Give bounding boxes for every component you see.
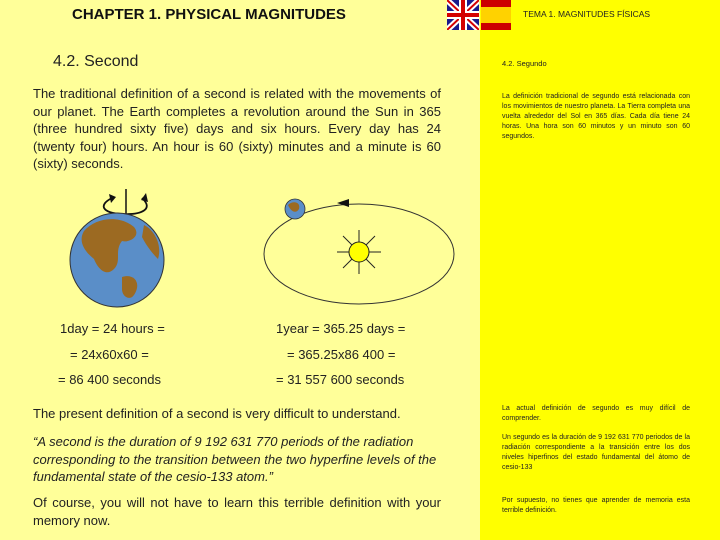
section-title: 4.2. Second (53, 53, 139, 70)
rotation-arrow (104, 198, 147, 214)
orbit-illustration (255, 190, 460, 320)
uk-flag-icon (447, 0, 479, 30)
spanish-paragraph-4: Por supuesto, no tienes que aprender de memoria esta terrible definición. (502, 497, 690, 514)
spanish-paragraph-2: La actual definición de segundo es muy difícil de comprender. (502, 405, 690, 422)
day-equation-line-2: = 24x60x60 = (70, 347, 149, 362)
sun (349, 242, 369, 262)
earth-rotation-illustration (62, 185, 172, 315)
closing-paragraph: Of course, you will not have to learn this terrible definition with your memory now. (33, 495, 441, 528)
spanish-paragraph-3: Un segundo es la duración de 9 192 631 770 periodos de la radiación correspondiente a la transición entre los dos niveles hiperfinos del estado fundamental del átomo de cesio-133 (502, 434, 690, 471)
intro-paragraph: The traditional definition of a second is related with the movements of our planet. The Earth completes a revolution around the Sun in 365 (three hundred sixty five) days and six hours. Every day has 24 (twenty four) hours. An hour is 60 (sixty) minutes and a minute is 60 (sixty) seconds. (33, 86, 441, 171)
spanish-paragraph-1: La definición tradicional de segundo está relacionada con los movimientos de nuestro planeta. La Tierra completa una vuelta alrededor del Sol en 365 días. Cada día tiene 24 horas. Una hora son 60 minutos y un minuto son 60 segundos. (502, 93, 690, 140)
spain-flag-icon (481, 0, 511, 30)
day-equation-line-1: 1day = 24 hours = (60, 321, 165, 336)
tema-title: TEMA 1. MAGNITUDES FÍSICAS (523, 9, 651, 19)
definition-quote: “A second is the duration of 9 192 631 770 periods of the radiation corresponding to the transition between the two hyperfine levels of the fundamental state of the cesio-133 atom.” (33, 434, 437, 484)
year-equation-line-3: = 31 557 600 seconds (276, 372, 405, 387)
year-equation-line-2: = 365.25x86 400 = (287, 347, 396, 362)
day-equation-line-3: = 86 400 seconds (58, 372, 161, 387)
spanish-section-title: 4.2. Segundo (502, 59, 547, 68)
orbit-direction-arrow (337, 199, 349, 207)
year-equation-line-1: 1year = 365.25 days = (276, 321, 406, 336)
chapter-title: CHAPTER 1. PHYSICAL MAGNITUDES (72, 6, 346, 23)
present-definition-intro: The present definition of a second is very difficult to understand. (33, 406, 401, 421)
rotation-arrow-head-left (109, 194, 116, 203)
rotation-arrow-head-right (141, 193, 148, 202)
